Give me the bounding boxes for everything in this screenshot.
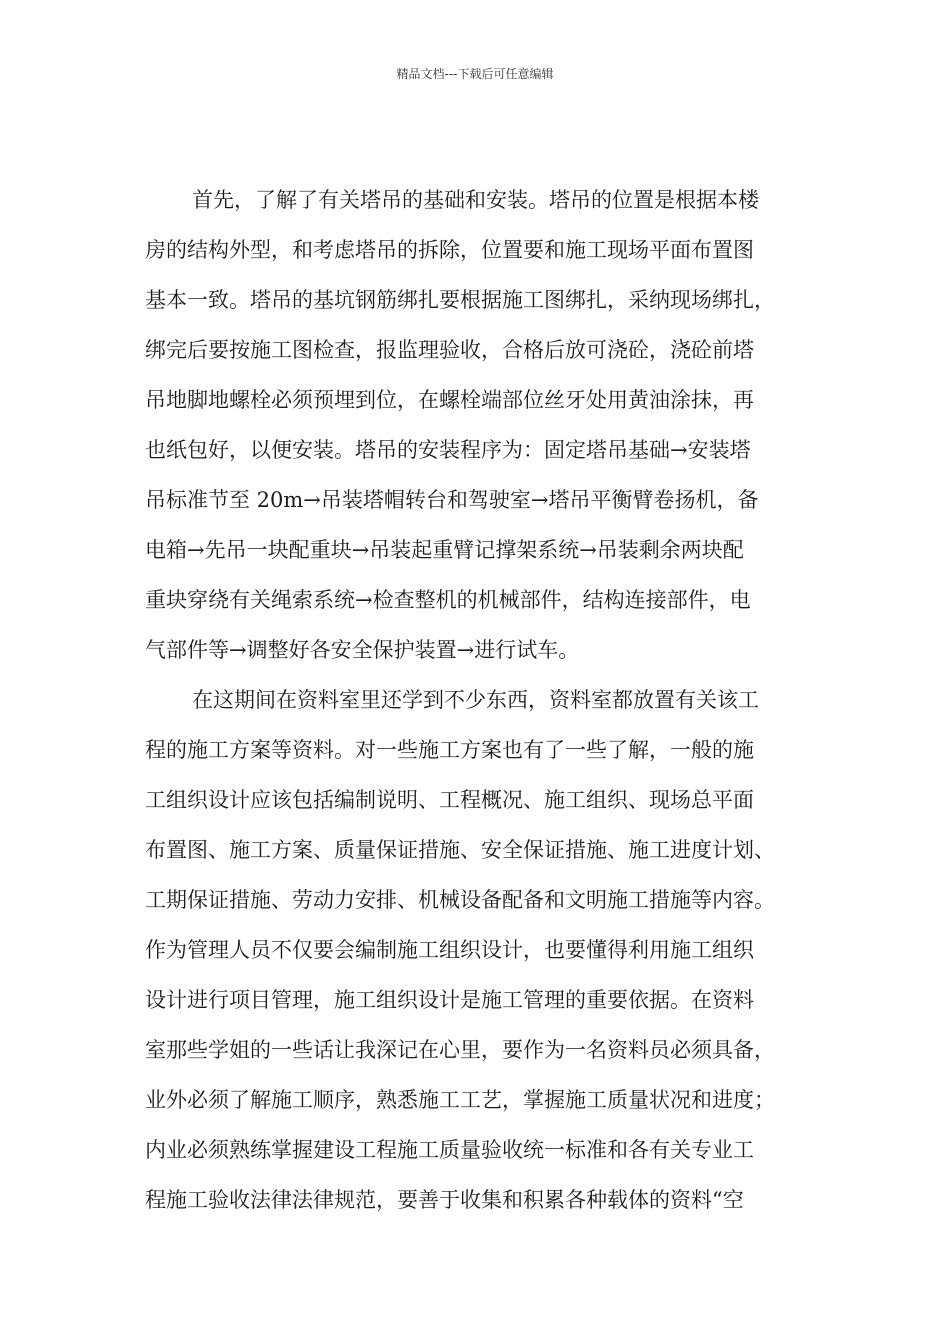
text-line: 在这期间在资料室里还学到不少东西，资料室都放置有关该工 xyxy=(192,688,759,712)
text-line: 工组织设计应该包括编制说明、工程概况、施工组织、现场总平面 xyxy=(145,788,754,812)
text-line: 程施工验收法律法律规范，要善于收集和积累各种载体的资料“空 xyxy=(145,1188,744,1212)
text-line: 室那些学姐的一些话让我深记在心里，要作为一名资料员必须具备， xyxy=(145,1038,775,1062)
paragraph-records-office xyxy=(145,680,817,1230)
text-line: 首先，了解了有关塔吊的基础和安装。塔吊的位置是根据本楼 xyxy=(192,188,759,212)
text-line: 绑完后要按施工图检查，报监理验收，合格后放可浇砼，浇砼前塔 xyxy=(145,338,754,362)
text-line: 吊标准节至 20m→吊装塔帽转台和驾驶室→塔吊平衡臂卷扬机，备 xyxy=(145,488,759,512)
text-line: 程的施工方案等资料。对一些施工方案也有了一些了解，一般的施 xyxy=(145,738,754,762)
paragraph-tower-crane xyxy=(145,180,817,680)
text-line: 设计进行项目管理，施工组织设计是施工管理的重要依据。在资料 xyxy=(145,988,754,1012)
text-line: 业外必须了解施工顺序，熟悉施工工艺，掌握施工质量状况和进度； xyxy=(145,1088,775,1112)
text-line: 基本一致。塔吊的基坑钢筋绑扎要根据施工图绑扎，采纳现场绑扎， xyxy=(145,288,775,312)
text-line: 也纸包好，以便安装。塔吊的安装程序为：固定塔吊基础→安装塔 xyxy=(145,438,751,462)
text-line: 工期保证措施、劳动力安排、机械设备配备和文明施工措施等内容。 xyxy=(145,888,775,912)
text-line: 吊地脚地螺栓必须预埋到位，在螺栓端部位丝牙处用黄油涂抹，再 xyxy=(145,388,754,412)
text-line: 房的结构外型，和考虑塔吊的拆除，位置要和施工现场平面布置图 xyxy=(145,238,754,262)
page-header: 精品文档---下载后可任意编辑 xyxy=(396,67,554,81)
text-line: 重块穿绕有关绳索系统→检查整机的机械部件，结构连接部件，电 xyxy=(145,588,751,612)
text-line: 布置图、施工方案、质量保证措施、安全保证措施、施工进度计划、 xyxy=(145,838,775,862)
text-line: 电箱→先吊一块配重块→吊装起重臂记撑架系统→吊装剩余两块配 xyxy=(145,538,744,562)
document-body xyxy=(145,180,817,1230)
text-line: 作为管理人员不仅要会编制施工组织设计，也要懂得利用施工组织 xyxy=(145,938,754,962)
text-line: 内业必须熟练掌握建设工程施工质量验收统一标准和各有关专业工 xyxy=(145,1138,754,1162)
text-line: 气部件等→调整好各安全保护装置→进行试车。 xyxy=(145,638,580,662)
